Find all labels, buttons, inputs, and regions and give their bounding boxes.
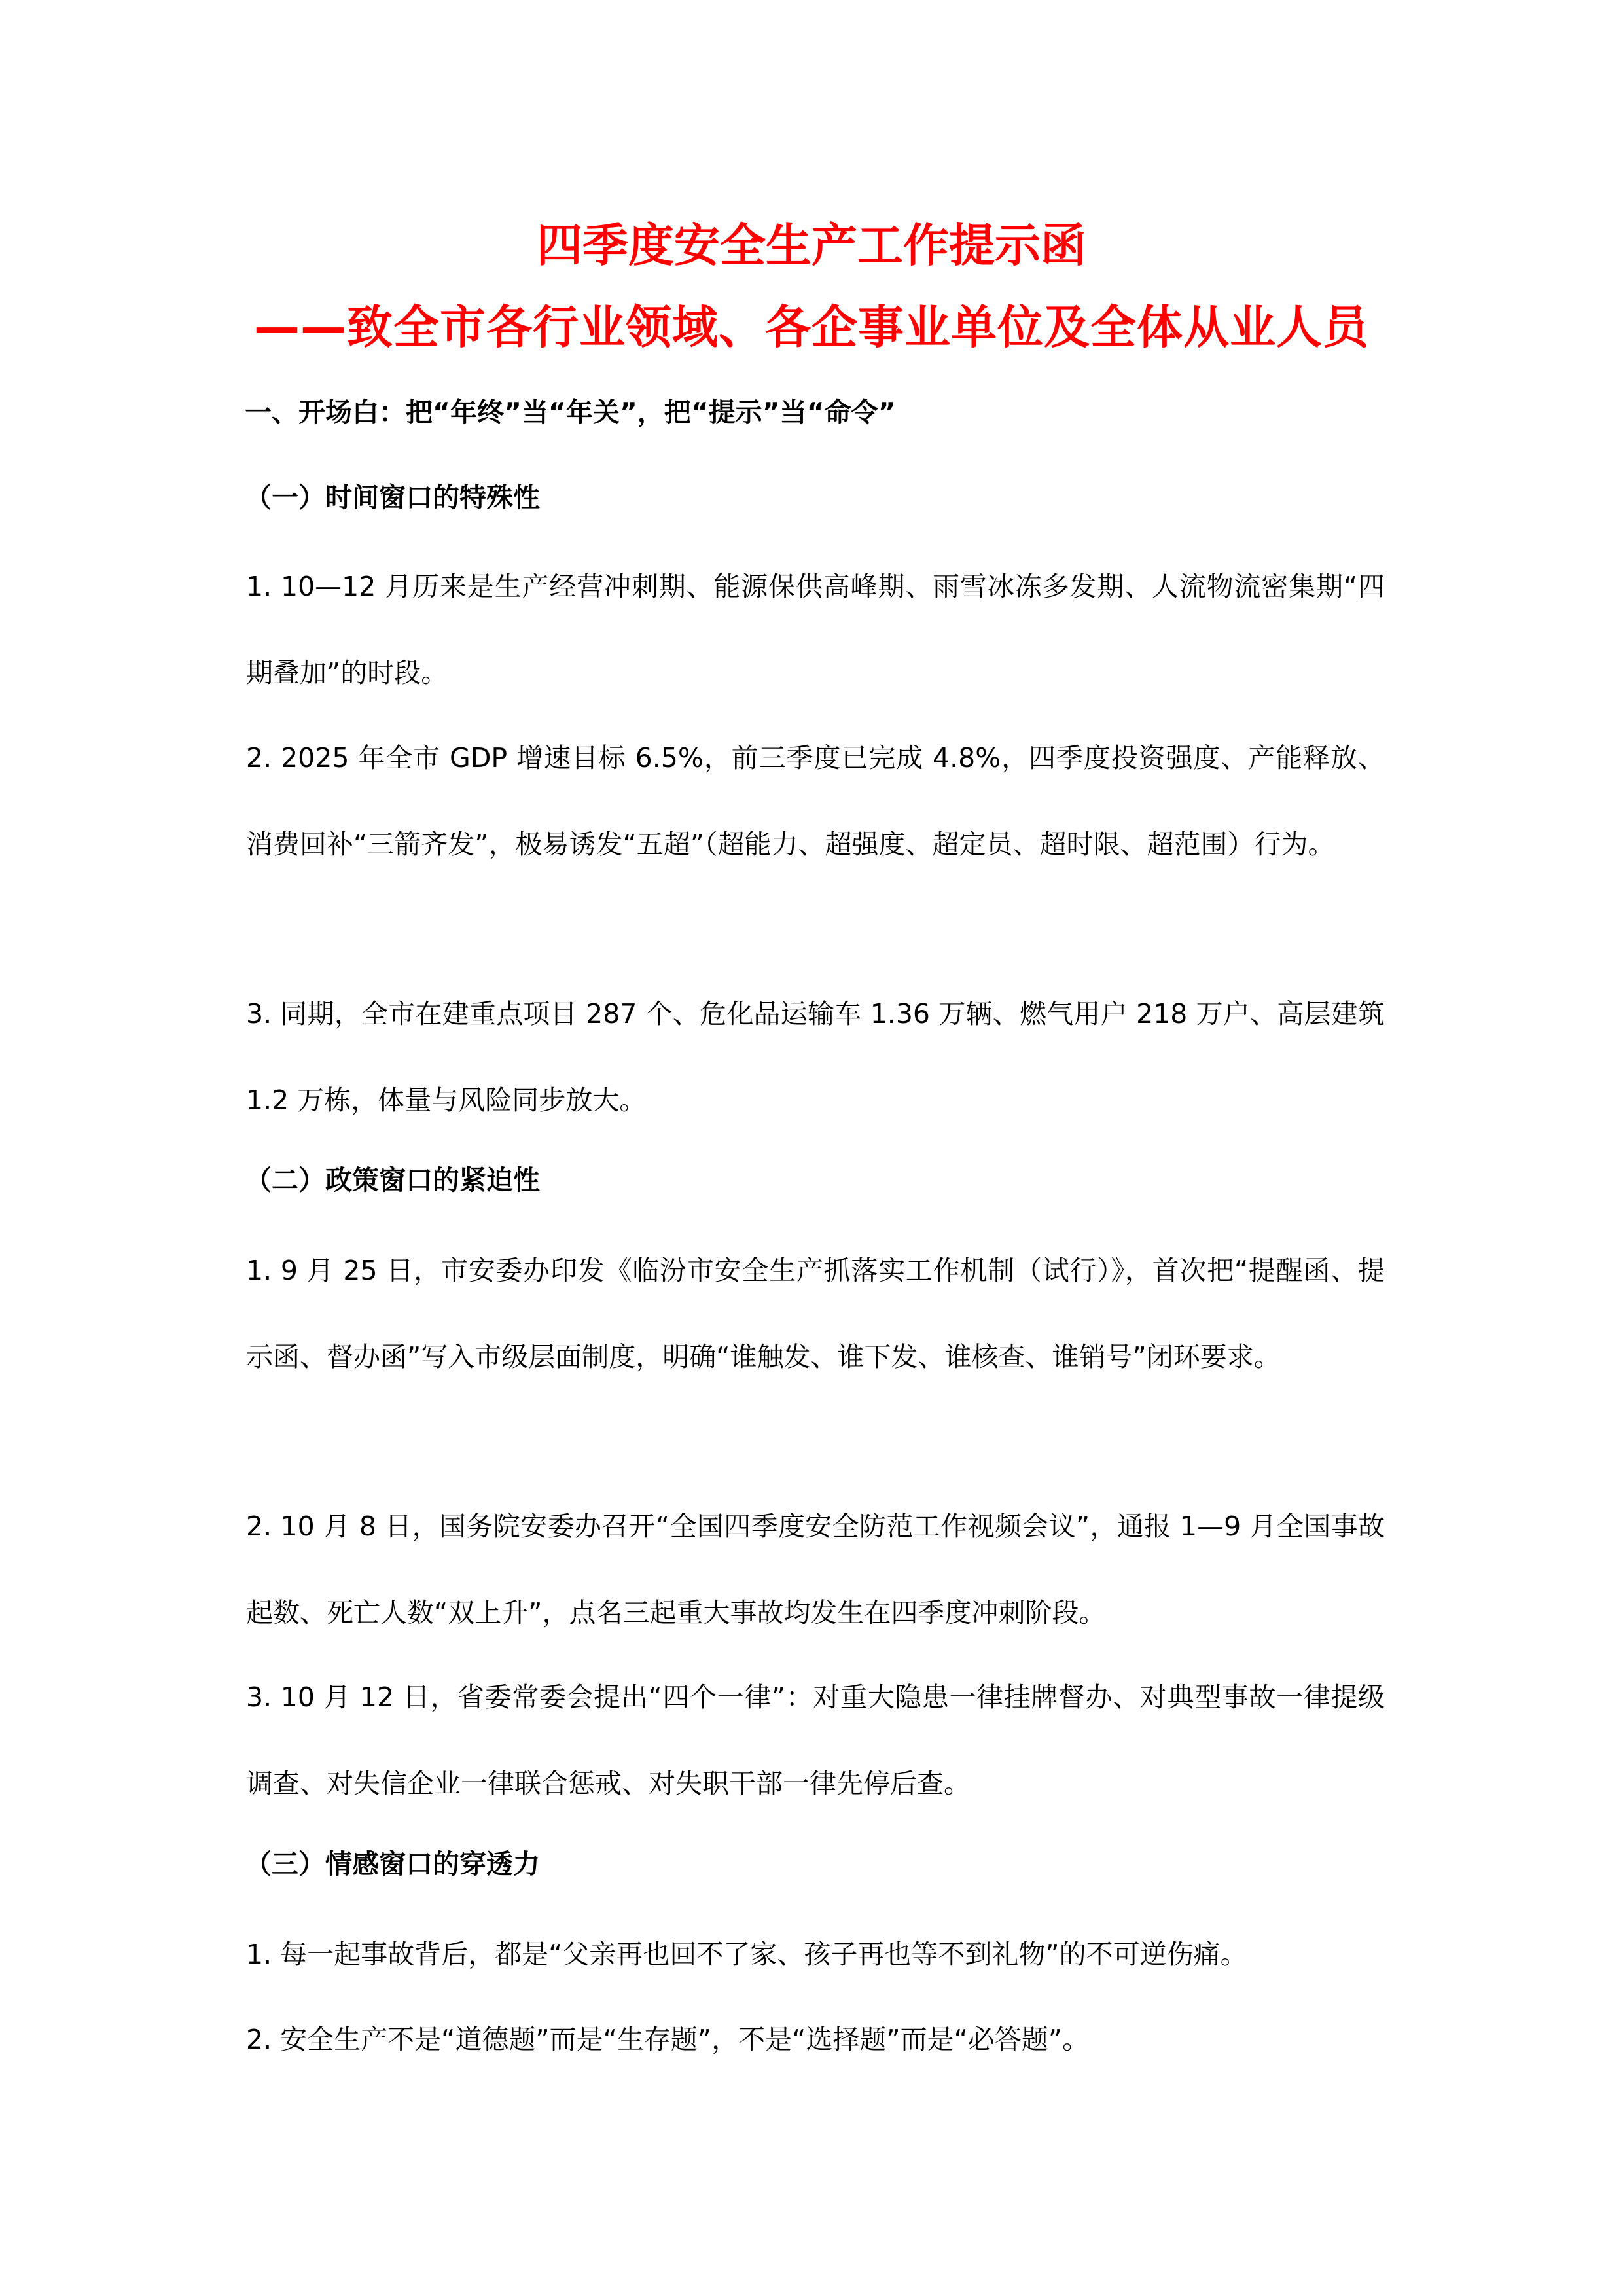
paragraph-item: 3. 10 月 12 日，省委常委会提出“四个一律”：对重大隐患一律挂牌督办、对典型事故一律提级调查、对失信企业一律联合惩戒、对失职干部一律先停后查。 — [246, 1681, 1385, 1799]
subsection-heading-emotion-window: （三）情感窗口的穿透力 — [245, 1848, 540, 1880]
document-title: 四季度安全生产工作提示函 — [537, 219, 1086, 272]
paragraph-item: 1. 9 月 25 日，市安委办印发《临汾市安全生产抓落实工作机制（试行）》，首次把“提醒函、提示函、督办函”写入市级层面制度，明确“谁触发、谁下发、谁核查、谁销号”闭环要求。 — [246, 1255, 1385, 1372]
paragraph-item: 2. 2025 年全市 GDP 增速目标 6.5%，前三季度已完成 4.8%，四季度投资强度、产能释放、消费回补“三箭齐发”，极易诱发“五超”（超能力、超强度、超定员、超时限、超范围）行为。 — [246, 742, 1385, 860]
subsection-heading-time-window: （一）时间窗口的特殊性 — [245, 482, 540, 513]
subsection-heading-policy-window: （二）政策窗口的紧迫性 — [245, 1164, 540, 1196]
paragraph-item: 3. 同期，全市在建重点项目 287 个、危化品运输车 1.36 万辆、燃气用户 218 万户、高层建筑 1.2 万栋，体量与风险同步放大。 — [246, 998, 1385, 1116]
paragraph-item: 2. 10 月 8 日，国务院安委办召开“全国四季度安全防范工作视频会议”，通报 1—9 月全国事故起数、死亡人数“双上升”，点名三起重大事故均发生在四季度冲刺阶段。 — [246, 1511, 1385, 1628]
section-heading-1: 一、开场白：把“年终”当“年关”，把“提示”当“命令” — [245, 397, 896, 428]
document-subtitle: ——致全市各行业领域、各企事业单位及全体从业人员 — [254, 300, 1369, 354]
paragraph-item: 1. 10—12 月历来是生产经营冲刺期、能源保供高峰期、雨雪冰冻多发期、人流物流密集期“四期叠加”的时段。 — [246, 571, 1385, 689]
paragraph-item: 2. 安全生产不是“道德题”而是“生存题”，不是“选择题”而是“必答题”。 — [246, 2024, 1090, 2055]
paragraph-item: 1. 每一起事故背后，都是“父亲再也回不了家、孩子再也等不到礼物”的不可逆伤痛。 — [246, 1939, 1247, 1970]
